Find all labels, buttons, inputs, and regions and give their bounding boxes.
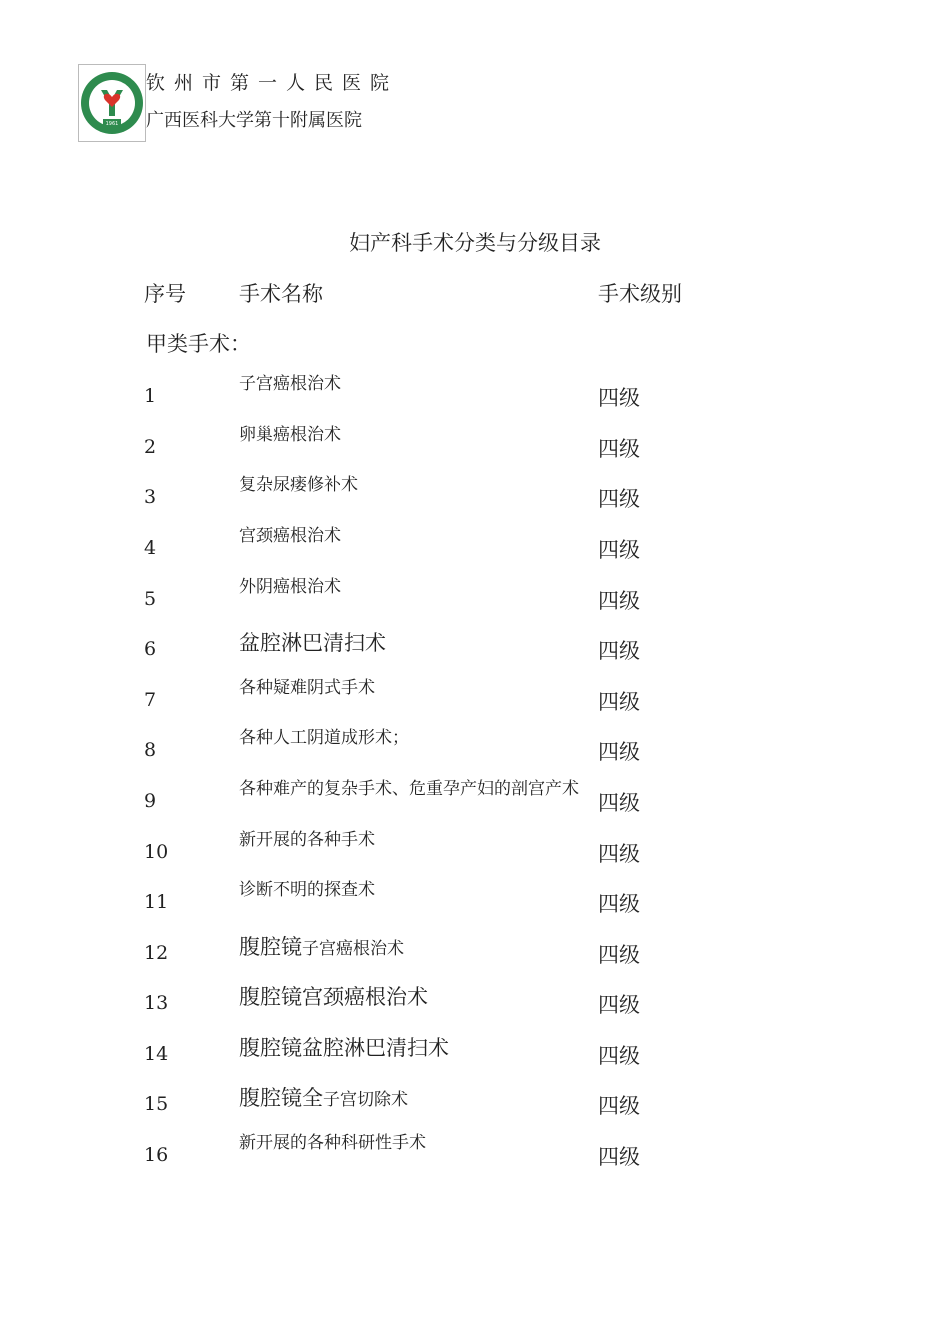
surgery-name: 各种疑难阴式手术 (239, 678, 375, 698)
surgery-name: 盆腔淋巴清扫术 (239, 631, 386, 655)
table-row (0, 777, 950, 827)
surgery-level: 四级 (598, 437, 640, 461)
row-number: 12 (144, 942, 169, 964)
surgery-name: 复杂尿瘘修补术 (239, 475, 358, 495)
surgery-name: 新开展的各种科研性手术 (239, 1133, 426, 1153)
row-number: 10 (144, 841, 169, 863)
row-number: 4 (144, 537, 157, 559)
surgery-name-part: 腹腔镜 (239, 935, 302, 959)
row-number: 2 (144, 436, 157, 458)
surgery-name: 各种难产的复杂手术、危重孕产妇的剖宫产术 (239, 779, 579, 799)
row-number: 7 (144, 689, 157, 711)
table-row (0, 1030, 950, 1080)
surgery-name: 子宫癌根治术 (239, 374, 341, 394)
hospital-name: 钦州市第一人民医院 (146, 72, 399, 94)
surgery-name-part: 子宫癌根治术 (302, 939, 404, 959)
surgery-name: 新开展的各种手术 (239, 830, 375, 850)
table-row (0, 1131, 950, 1181)
table-row (0, 372, 950, 422)
row-number: 3 (144, 486, 157, 508)
surgery-name: 卵巢癌根治术 (239, 425, 341, 445)
hospital-logo (78, 64, 146, 142)
table-row (0, 929, 950, 979)
surgery-level: 四级 (598, 892, 640, 916)
document-title: 妇产科手术分类与分级目录 (349, 231, 601, 255)
row-number: 6 (144, 638, 157, 660)
row-number: 11 (144, 891, 169, 913)
table-row (0, 726, 950, 776)
surgery-level: 四级 (598, 1094, 640, 1118)
table-row (0, 625, 950, 675)
surgery-name-part: 腹腔镜全 (239, 1086, 323, 1110)
column-header-number: 序号 (144, 282, 186, 306)
table-row (0, 1080, 950, 1130)
surgery-level: 四级 (598, 538, 640, 562)
surgery-name-part: 子宫切除术 (323, 1090, 408, 1110)
hospital-affiliation: 广西医科大学第十附属医院 (146, 110, 362, 131)
column-header-level: 手术级别 (598, 282, 682, 306)
table-row (0, 575, 950, 625)
surgery-name (239, 935, 584, 961)
surgery-level: 四级 (598, 1044, 640, 1068)
table-row (0, 878, 950, 928)
table-row (0, 828, 950, 878)
surgery-name: 腹腔镜宫颈癌根治术 (239, 985, 428, 1009)
surgery-name: 腹腔镜盆腔淋巴清扫术 (239, 1036, 449, 1060)
table-row (0, 423, 950, 473)
surgery-level: 四级 (598, 1145, 640, 1169)
surgery-level: 四级 (598, 943, 640, 967)
row-number: 14 (144, 1043, 169, 1065)
row-number: 8 (144, 739, 157, 761)
surgery-name: 宫颈癌根治术 (239, 526, 341, 546)
surgery-name (239, 1086, 584, 1112)
row-number: 13 (144, 992, 169, 1014)
row-number: 16 (144, 1144, 169, 1166)
svg-text:1961: 1961 (105, 121, 119, 127)
surgery-level: 四级 (598, 690, 640, 714)
surgery-level: 四级 (598, 740, 640, 764)
table-row (0, 979, 950, 1029)
row-number: 9 (144, 790, 157, 812)
surgery-level: 四级 (598, 386, 640, 410)
surgery-level: 四级 (598, 842, 640, 866)
surgery-name: 诊断不明的探查术 (239, 880, 375, 900)
surgery-level: 四级 (598, 791, 640, 815)
surgery-level: 四级 (598, 589, 640, 613)
table-row (0, 524, 950, 574)
row-number: 5 (144, 588, 157, 610)
row-number: 1 (144, 385, 157, 407)
section-heading: 甲类手术： (146, 332, 251, 356)
table-row (0, 473, 950, 523)
row-number: 15 (144, 1093, 169, 1115)
surgery-name: 各种人工阴道成形术； (239, 728, 409, 748)
surgery-level: 四级 (598, 487, 640, 511)
surgery-level: 四级 (598, 639, 640, 663)
table-row (0, 676, 950, 726)
surgery-name: 外阴癌根治术 (239, 577, 341, 597)
surgery-level: 四级 (598, 993, 640, 1017)
column-header-name: 手术名称 (239, 282, 323, 306)
